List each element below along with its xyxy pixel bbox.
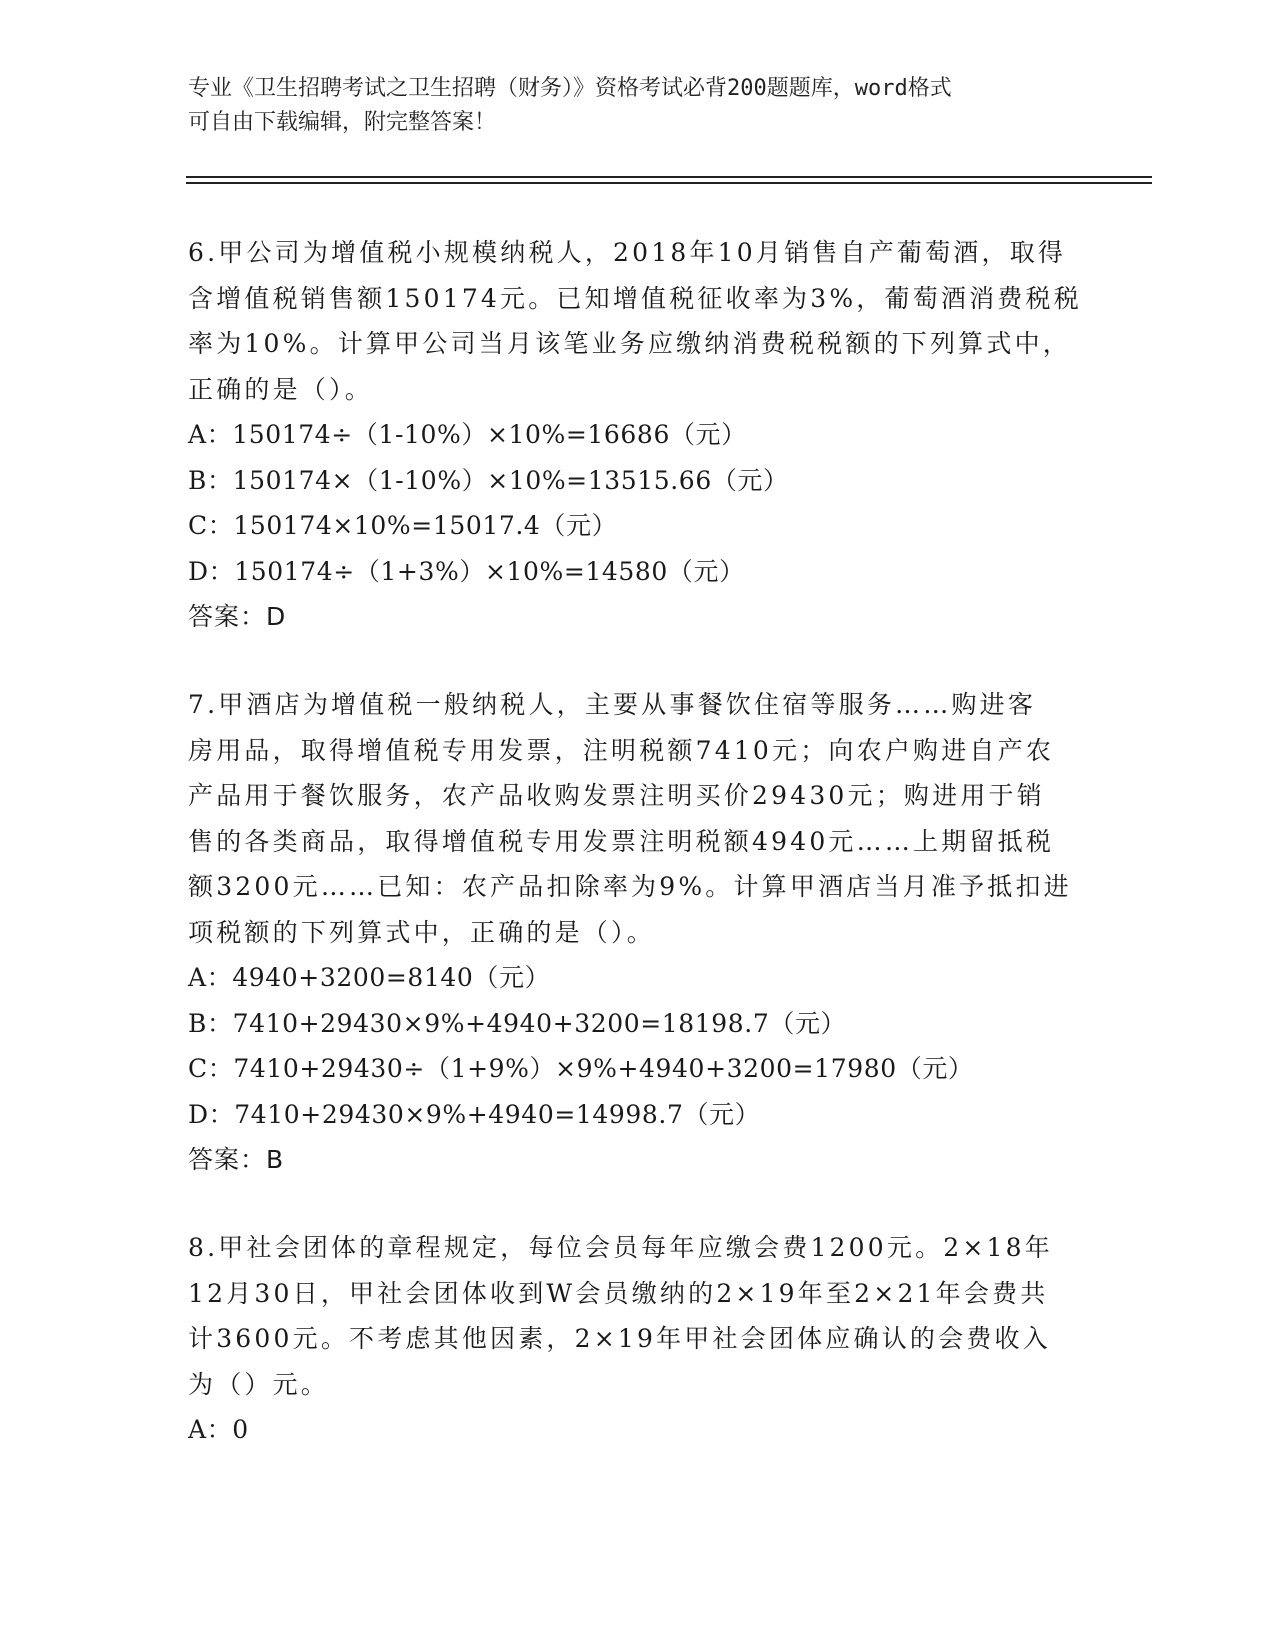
question-stem-line: 房用品，取得增值税专用发票，注明税额7410元；向农户购进自产农 (188, 735, 1055, 765)
question-stem-line: 为（）元。 (188, 1369, 330, 1399)
option-a: A：150174÷（1-10%）×10%=16686（元） (188, 420, 747, 449)
question-stem-line: 额3200元……已知：农产品扣除率为9%。计算甲酒店当月准予抵扣进 (188, 872, 1072, 901)
question-stem-line: 产品用于餐饮服务，农产品收购发票注明买价29430元；购进用于销 (188, 781, 1045, 810)
option-b: B：150174×（1-10%）×10%=13515.66（元） (188, 465, 789, 495)
option-a: A：4940+3200=8140（元） (188, 963, 551, 992)
question-7 (188, 682, 1088, 1183)
option-a: A：0 (188, 1415, 249, 1444)
header-title-line-2: 可自由下载编辑，附完整答案！ (188, 110, 497, 135)
option-b: B：7410+29430×9%+4940+3200=18198.7（元） (188, 1008, 847, 1038)
question-stem-line: 含增值税销售额150174元。已知增值税征收率为3%，葡萄酒消费税税 (188, 283, 1082, 313)
header-divider-bottom (186, 182, 1152, 184)
question-stem-line: 售的各类商品，取得增值税专用发票注明税额4940元……上期留抵税 (188, 826, 1055, 856)
question-list (188, 230, 1088, 1495)
question-stem-line: 8.甲社会团体的章程规定，每位会员每年应缴会费1200元。2×18年 (188, 1233, 1053, 1262)
question-stem-line: 7.甲酒店为增值税一般纳税人，主要从事餐饮住宿等服务……购进客 (188, 690, 1037, 719)
answer-label: 答案： (188, 1145, 267, 1174)
question-stem-line: 率为10%。计算甲公司当月该笔业务应缴纳消费税税额的下列算式中， (188, 329, 1071, 358)
option-c: C：7410+29430÷（1+9%）×9%+4940+3200=17980（元） (188, 1054, 974, 1083)
header-title-line-1: 专业《卫生招聘考试之卫生招聘（财务）》资格考试必背200题题库，word格式 (188, 76, 952, 101)
question-8 (188, 1225, 1088, 1453)
document-header (188, 72, 1068, 140)
answer-value: B (266, 1145, 285, 1174)
question-stem-line: 12月30日，甲社会团体收到W会员缴纳的2×19年至2×21年会费共 (188, 1278, 1049, 1308)
question-stem-line: 6.甲公司为增值税小规模纳税人，2018年10月销售自产葡萄酒，取得 (188, 238, 1067, 267)
option-c: C：150174×10%=15017.4（元） (188, 511, 618, 540)
answer-line (188, 1137, 1088, 1183)
answer-line (188, 594, 1088, 640)
question-stem-line: 计3600元。不考虑其他因素，2×19年甲社会团体应确认的会费收入 (188, 1324, 1051, 1353)
question-stem-line: 项税额的下列算式中，正确的是（）。 (188, 917, 655, 947)
answer-value: D (266, 602, 287, 631)
question-stem-line: 正确的是（）。 (188, 374, 373, 404)
option-d: D：7410+29430×9%+4940=14998.7（元） (188, 1099, 761, 1129)
option-d: D：150174÷（1+3%）×10%=14580（元） (188, 556, 745, 586)
header-divider-top (186, 176, 1152, 178)
question-6 (188, 230, 1088, 640)
answer-label: 答案： (188, 602, 267, 631)
